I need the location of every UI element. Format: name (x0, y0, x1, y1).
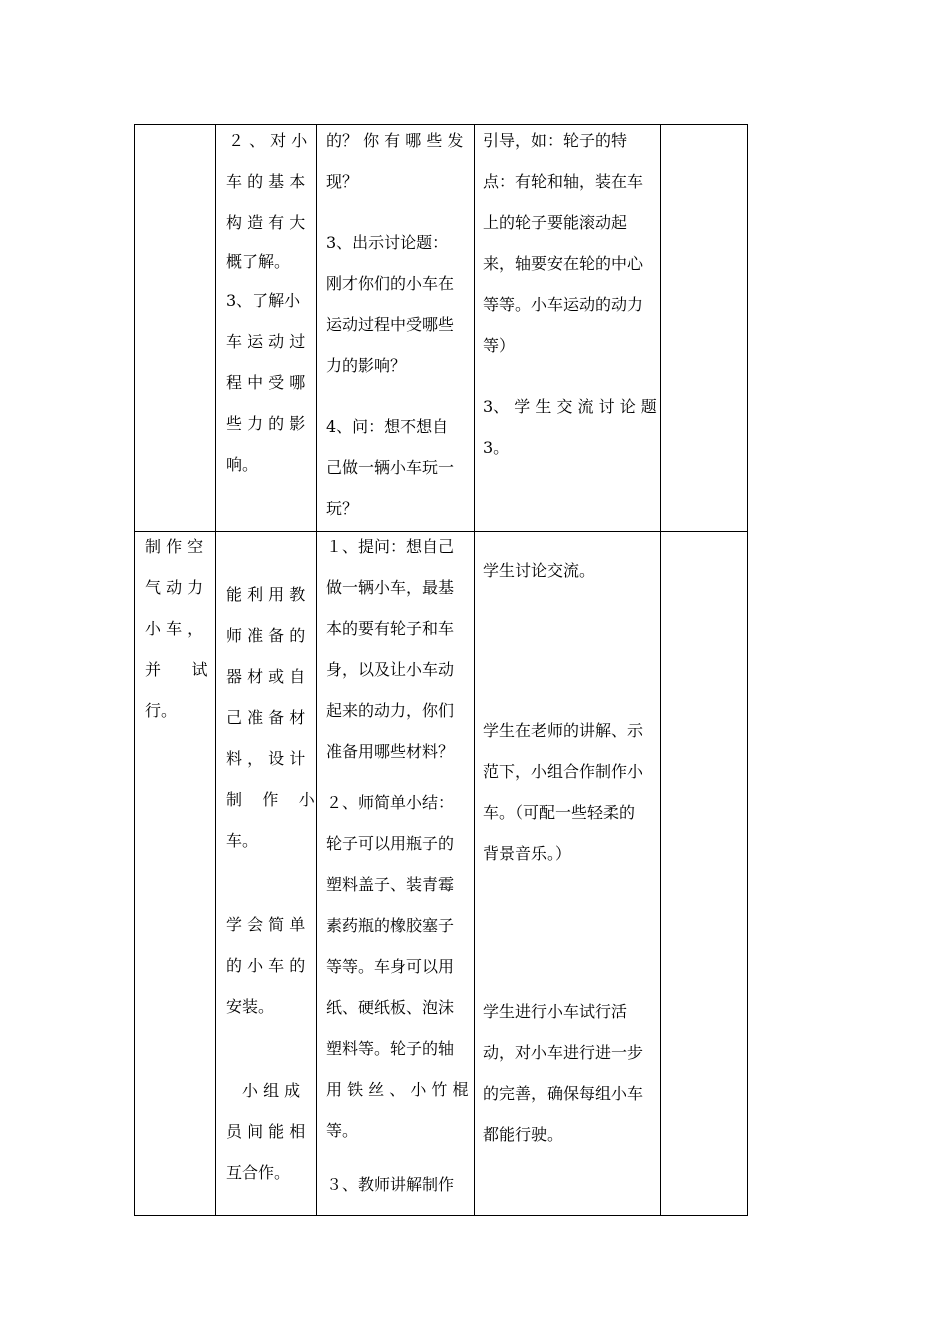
teacher-line: ２、师简单小结： (326, 793, 455, 812)
table-bottom-border (134, 1215, 748, 1216)
student-line: 学生讨论交流。 (483, 561, 596, 580)
teacher-line: 4、问：想不想自 (326, 417, 449, 436)
student-line: 的完善，确保每组小车 (483, 1084, 644, 1103)
student-line: 都能行驶。 (483, 1125, 564, 1144)
objective-line: 互合作。 (226, 1163, 291, 1182)
column-divider-2 (316, 124, 317, 1216)
objective-line: 员 间 能 相 (226, 1122, 306, 1141)
teacher-line: 轮子可以用瓶子的 (326, 834, 455, 853)
row1-teacher-activity-cell (326, 120, 470, 529)
student-line: 范下，小组合作制作小 (483, 762, 644, 781)
objective-line: 概了解。 (226, 252, 291, 271)
teacher-line: 现？ (326, 172, 359, 191)
teacher-line: 准备用哪些材料？ (326, 742, 455, 761)
teacher-line: １、提问：想自己 (326, 537, 455, 556)
student-line: 上的轮子要能滚动起 (483, 213, 628, 232)
objective-line: 制 作 小 (226, 790, 315, 809)
row2-objectives-cell (226, 574, 315, 1193)
objective-line: 车。 (226, 831, 259, 850)
objective-line: 学 会 简 单 (226, 915, 306, 934)
column-divider-1 (215, 124, 216, 1216)
row1-objectives-cell (226, 120, 312, 485)
teacher-line: 等等。车身可以用 (326, 957, 455, 976)
student-line: 引导，如：轮子的特 (483, 131, 628, 150)
teacher-line: 玩？ (326, 499, 359, 518)
objective-line: 的 小 车 的 (226, 956, 306, 975)
column-divider-3 (474, 124, 475, 1216)
objective-line: 料 ， 设 计 (226, 749, 306, 768)
teacher-line: 塑料盖子、装青霉 (326, 875, 455, 894)
objective-line: 能 利 用 教 (226, 585, 306, 604)
teacher-line: 身，以及让小车动 (326, 660, 455, 679)
row2-teacher-activity-cell (326, 526, 470, 1205)
student-line: 3、 学 生 交 流 讨 论 题 (483, 397, 657, 416)
student-line: 背景音乐。） (483, 844, 572, 863)
objective-line: 器 材 或 自 (226, 667, 306, 686)
objective-line: 程 中 受 哪 (226, 373, 306, 392)
topic-line: 气 动 力 (145, 578, 204, 597)
objective-line: 小 组 成 (242, 1081, 301, 1100)
teacher-line: 运动过程中受哪些 (326, 315, 455, 334)
teacher-line: 3、出示讨论题： (326, 233, 449, 252)
teacher-line: 刚才你们的小车在 (326, 274, 455, 293)
teacher-line: 做一辆小车，最基 (326, 578, 455, 597)
objective-line: 己 准 备 材 (226, 708, 306, 727)
student-line: 动，对小车进行进一步 (483, 1043, 644, 1062)
objective-line: 构 造 有 大 (226, 213, 306, 232)
objective-line: 安装。 (226, 997, 275, 1016)
column-divider-4 (660, 124, 661, 1216)
teacher-line: 用 铁 丝 、 小 竹 棍 (326, 1080, 469, 1099)
teacher-line: 己做一辆小车玩一 (326, 458, 455, 477)
row2-topic-cell (145, 526, 211, 731)
row1-student-activity-cell (483, 120, 655, 468)
table-left-border (134, 124, 135, 1216)
student-line: 等等。小车运动的动力 (483, 295, 644, 314)
teacher-line: 起来的动力，你们 (326, 701, 455, 720)
objective-line: ２ 、 对 小 (228, 131, 308, 150)
topic-line: 并 试 (145, 660, 208, 679)
objective-line: 3、了解小 (226, 291, 301, 310)
teacher-line: ３、教师讲解制作 (326, 1175, 455, 1194)
objective-line: 些 力 的 影 (226, 414, 306, 433)
student-line: 来，轴要安在轮的中心 (483, 254, 644, 273)
table-right-border (747, 124, 748, 1216)
topic-line: 小 车 ， (145, 619, 204, 638)
student-line: 学生在老师的讲解、示 (483, 721, 644, 740)
teacher-line: 等。 (326, 1121, 359, 1140)
student-line: 点：有轮和轴，装在车 (483, 172, 644, 191)
teacher-line: 本的要有轮子和车 (326, 619, 455, 638)
objective-line: 车 运 动 过 (226, 332, 306, 351)
teacher-line: 素药瓶的橡胶塞子 (326, 916, 455, 935)
topic-line: 行。 (145, 701, 178, 720)
objective-line: 师 准 备 的 (226, 626, 306, 645)
objective-line: 响。 (226, 455, 259, 474)
teacher-line: 塑料等。轮子的轴 (326, 1039, 455, 1058)
student-line: 3。 (483, 438, 510, 457)
row2-student-activity-cell (483, 550, 655, 1155)
topic-line: 制 作 空 (145, 537, 204, 556)
teacher-line: 纸、硬纸板、泡沫 (326, 998, 455, 1017)
teacher-line: 的？ 你 有 哪 些 发 (326, 131, 464, 150)
student-line: 学生进行小车试行活 (483, 1002, 628, 1021)
teacher-line: 力的影响？ (326, 356, 407, 375)
student-line: 车。（可配一些轻柔的 (483, 803, 636, 822)
objective-line: 车 的 基 本 (226, 172, 306, 191)
student-line: 等） (483, 336, 516, 355)
